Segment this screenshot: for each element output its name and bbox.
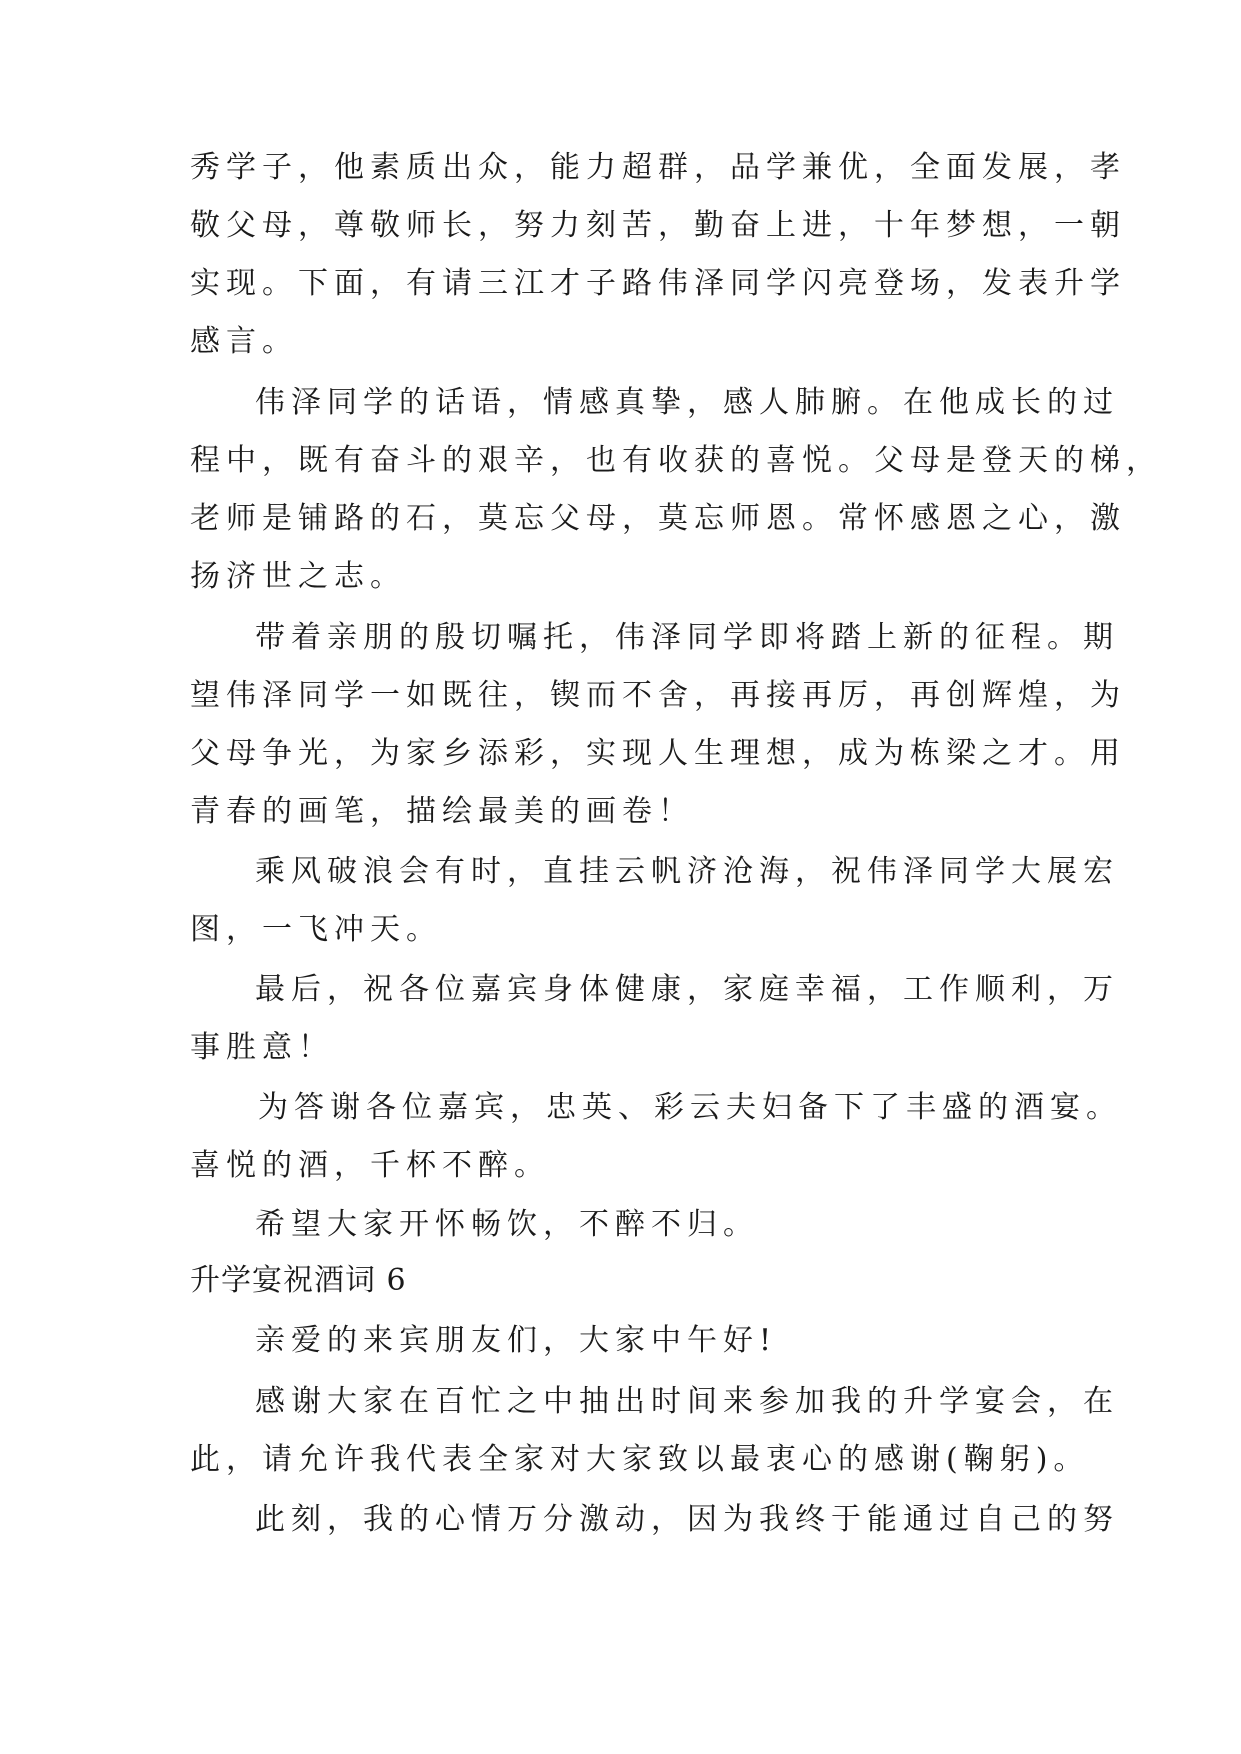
paragraph-first-line: 带着亲朋的殷切嘱托，伟泽同学即将踏上新的征程。期 bbox=[255, 620, 1119, 655]
text-line: 事胜意！ bbox=[190, 1030, 334, 1065]
text-line: 实现。下面，有请三江才子路伟泽同学闪亮登场，发表升学 bbox=[190, 266, 1126, 301]
paragraph-first-line: 最后，祝各位嘉宾身体健康，家庭幸福，工作顺利，万 bbox=[255, 972, 1119, 1007]
text-line: 敬父母，尊敬师长，努力刻苦，勤奋上进，十年梦想，一朝 bbox=[190, 208, 1126, 243]
paragraph-first-line: 感谢大家在百忙之中抽出时间来参加我的升学宴会，在 bbox=[255, 1384, 1119, 1419]
text-line: 感言。 bbox=[190, 324, 298, 359]
paragraph-first-line: 亲爱的来宾朋友们，大家中午好! bbox=[255, 1323, 778, 1358]
paragraph-first-line: 希望大家开怀畅饮，不醉不归。 bbox=[255, 1207, 759, 1242]
paragraph-first-line: 为答谢各位嘉宾，忠英、彩云夫妇备下了丰盛的酒宴。 bbox=[258, 1090, 1122, 1125]
text-line: 望伟泽同学一如既往，锲而不舍，再接再厉，再创辉煌，为 bbox=[190, 678, 1126, 713]
text-line: 父母争光，为家乡添彩，实现人生理想，成为栋梁之才。用 bbox=[190, 736, 1126, 771]
text-line: 老师是铺路的石，莫忘父母，莫忘师恩。常怀感恩之心，激 bbox=[190, 501, 1126, 536]
text-line: 图，一飞冲天。 bbox=[190, 912, 442, 947]
text-line: 扬济世之志。 bbox=[190, 559, 406, 594]
text-line: 此，请允许我代表全家对大家致以最衷心的感谢(鞠躬)。 bbox=[190, 1442, 1090, 1477]
paragraph-first-line: 乘风破浪会有时，直挂云帆济沧海，祝伟泽同学大展宏 bbox=[255, 854, 1119, 889]
section-heading: 升学宴祝酒词 6 bbox=[190, 1263, 407, 1298]
paragraph-first-line: 伟泽同学的话语，情感真挚，感人肺腑。在他成长的过 bbox=[255, 385, 1119, 420]
text-line: 程中，既有奋斗的艰辛，也有收获的喜悦。父母是登天的梯， bbox=[190, 443, 1162, 478]
text-line: 喜悦的酒，千杯不醉。 bbox=[190, 1148, 550, 1183]
text-line: 秀学子，他素质出众，能力超群，品学兼优，全面发展，孝 bbox=[190, 150, 1126, 185]
text-line: 青春的画笔，描绘最美的画卷！ bbox=[190, 794, 694, 829]
paragraph-first-line: 此刻，我的心情万分激动，因为我终于能通过自己的努 bbox=[255, 1502, 1119, 1537]
